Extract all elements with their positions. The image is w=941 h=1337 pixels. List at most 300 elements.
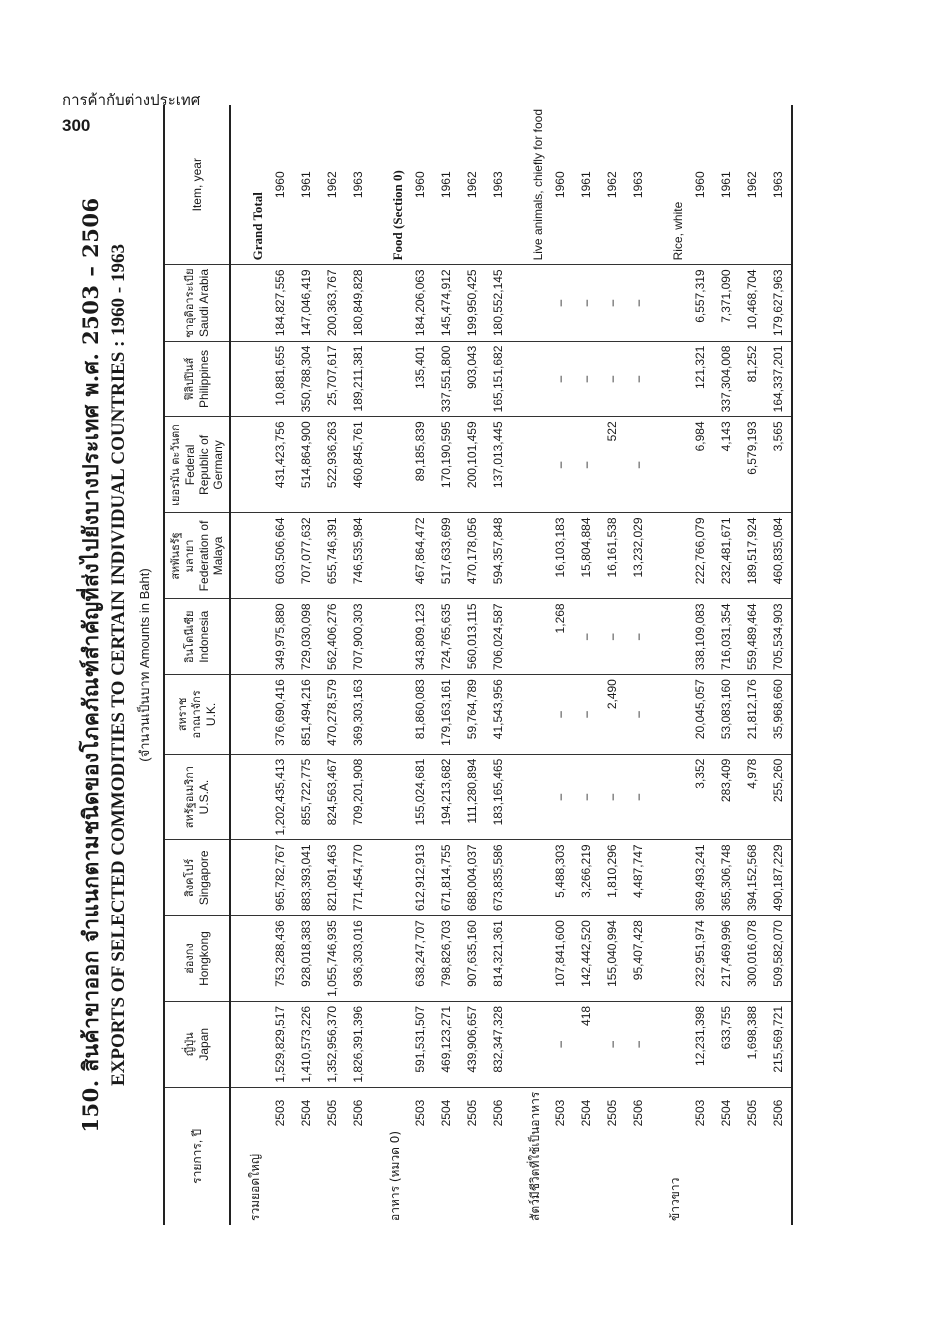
- section-label-english: Food (Section 0): [371, 105, 407, 265]
- year-thai: 2505: [325, 1099, 339, 1127]
- value-cell: 5,488,303: [547, 840, 573, 916]
- value-cell: 559,489,464: [739, 599, 765, 675]
- value-cell: 1,055,746,935: [319, 916, 345, 1002]
- year-english: 1962: [599, 105, 625, 265]
- empty-cell: [651, 417, 687, 513]
- value-cell: 633,755: [713, 1001, 739, 1087]
- value-cell: 25,707,617: [319, 341, 345, 417]
- dash-cell: –: [625, 1001, 651, 1087]
- value-cell: 147,046,419: [293, 265, 319, 341]
- year-thai: 2503: [273, 1099, 287, 1127]
- value-cell: 514,864,900: [293, 417, 319, 513]
- value-cell: 490,187,229: [765, 840, 792, 916]
- value-cell: 1,529,829,517: [267, 1001, 293, 1087]
- empty-cell: [651, 675, 687, 755]
- value-cell: 376,690,416: [267, 675, 293, 755]
- value-cell: 81,860,083: [407, 675, 433, 755]
- value-cell: 199,950,425: [459, 265, 485, 341]
- year-english: 1963: [765, 105, 792, 265]
- value-cell: 16,161,538: [599, 513, 625, 599]
- column-header: [164, 513, 230, 599]
- table-title-block: [76, 105, 155, 1225]
- value-cell: 164,337,201: [765, 341, 792, 417]
- table-row: [713, 105, 739, 1225]
- column-header-thai: ฮ่องกง: [183, 943, 196, 974]
- table-row: [293, 105, 319, 1225]
- value-cell: 4,487,747: [625, 840, 651, 916]
- table-row: [433, 105, 459, 1225]
- value-cell: 1,826,391,396: [345, 1001, 371, 1087]
- table-row: [345, 105, 371, 1225]
- column-header-thai: อินโดนีเซีย: [183, 610, 196, 663]
- section-label-thai: อาหาร (หมวด 0): [388, 1130, 402, 1221]
- column-header-english: Indonesia: [197, 610, 211, 663]
- year-thai: 2504: [299, 1099, 313, 1127]
- value-cell: 20,045,057: [687, 675, 713, 755]
- value-cell: 716,031,354: [713, 599, 739, 675]
- value-cell: 232,481,671: [713, 513, 739, 599]
- table-row: [573, 105, 599, 1225]
- value-cell: 705,534,903: [765, 599, 792, 675]
- empty-cell: [651, 754, 687, 840]
- value-cell: 821,091,463: [319, 840, 345, 916]
- column-header-thai: ฟิลิปปินส์: [183, 357, 196, 401]
- value-cell: 3,266,219: [573, 840, 599, 916]
- table-title-english: EXPORTS OF SELECTED COMMODITIES TO CERTAIN INDIVIDUAL COUNTRIES : 1960 - 1963: [108, 244, 129, 1087]
- value-cell: 180,849,828: [345, 265, 371, 341]
- value-cell: 189,211,381: [345, 341, 371, 417]
- value-cell: 111,280,894: [459, 754, 485, 840]
- table-row: [407, 105, 433, 1225]
- value-cell: 883,393,041: [293, 840, 319, 916]
- column-header-english: Japan: [197, 1027, 211, 1061]
- empty-cell: [230, 754, 267, 840]
- year-thai: 2504: [439, 1099, 453, 1127]
- value-cell: 16,103,183: [547, 513, 573, 599]
- value-cell: 460,835,084: [765, 513, 792, 599]
- value-cell: 4,143: [713, 417, 739, 513]
- value-cell: 255,260: [765, 754, 792, 840]
- year-english: 1960: [547, 105, 573, 265]
- dash-cell: –: [625, 675, 651, 755]
- empty-cell: [651, 513, 687, 599]
- year-english: 1961: [293, 105, 319, 265]
- dash-cell: –: [625, 341, 651, 417]
- dash-cell: –: [547, 754, 573, 840]
- table-row: [459, 105, 485, 1225]
- value-cell: 522,936,263: [319, 417, 345, 513]
- section-header-row: [230, 105, 267, 1225]
- column-header-english: Philippines: [197, 349, 211, 409]
- empty-cell: [511, 754, 547, 840]
- value-cell: 13,232,029: [625, 513, 651, 599]
- empty-cell: [371, 265, 407, 341]
- year-thai: 2506: [491, 1099, 505, 1127]
- value-cell: 155,024,681: [407, 754, 433, 840]
- column-header-english: Saudi Arabia: [197, 268, 211, 338]
- value-cell: 137,013,445: [485, 417, 511, 513]
- empty-cell: [651, 265, 687, 341]
- column-header: [164, 265, 230, 341]
- year-thai: 2506: [765, 1087, 792, 1225]
- value-cell: 365,306,748: [713, 840, 739, 916]
- empty-cell: [651, 916, 687, 1002]
- empty-cell: [230, 675, 267, 755]
- value-cell: 145,474,912: [433, 265, 459, 341]
- value-cell: 603,506,664: [267, 513, 293, 599]
- empty-cell: [371, 675, 407, 755]
- column-header-thai: ซาอุดิอาระเบีย: [183, 268, 196, 338]
- year-english: 1963: [345, 105, 371, 265]
- value-cell: 337,551,800: [433, 341, 459, 417]
- empty-cell: [230, 599, 267, 675]
- value-cell: 855,722,775: [293, 754, 319, 840]
- value-cell: 343,809,123: [407, 599, 433, 675]
- header-item-year-thai: รายการ, ปี: [164, 1087, 230, 1225]
- value-cell: 591,531,507: [407, 1001, 433, 1087]
- value-cell: 1,352,956,370: [319, 1001, 345, 1087]
- value-cell: 10,881,655: [267, 341, 293, 417]
- value-cell: 470,178,056: [459, 513, 485, 599]
- section-label-english: Grand Total: [230, 105, 267, 265]
- value-cell: 439,906,657: [459, 1001, 485, 1087]
- value-cell: 469,123,271: [433, 1001, 459, 1087]
- empty-cell: [511, 513, 547, 599]
- column-header-thai: สหพันธรัฐมลายา: [169, 532, 196, 580]
- value-cell: 53,083,160: [713, 675, 739, 755]
- value-cell: 707,077,632: [293, 513, 319, 599]
- value-cell: 470,278,579: [319, 675, 345, 755]
- value-cell: 517,633,699: [433, 513, 459, 599]
- value-cell: 724,765,635: [433, 599, 459, 675]
- year-english: 1960: [407, 105, 433, 265]
- value-cell: 142,442,520: [573, 916, 599, 1002]
- dash-cell: –: [547, 675, 573, 755]
- dash-cell: –: [573, 417, 599, 513]
- value-cell: 184,206,063: [407, 265, 433, 341]
- value-cell: 832,347,328: [485, 1001, 511, 1087]
- value-cell: 155,040,994: [599, 916, 625, 1002]
- value-cell: 349,975,880: [267, 599, 293, 675]
- table-row: [485, 105, 511, 1225]
- header-item-year-english: Item, year: [164, 105, 230, 265]
- column-header-thai: สิงคโปร์: [183, 858, 196, 897]
- column-header-english: Singapore: [197, 850, 211, 906]
- dash-cell: –: [599, 341, 625, 417]
- value-cell: 179,163,161: [433, 675, 459, 755]
- year-english: 1961: [433, 105, 459, 265]
- exports-table: [163, 105, 793, 1225]
- empty-cell: [371, 599, 407, 675]
- value-cell: 1,410,573,226: [293, 1001, 319, 1087]
- value-cell: 1,810,296: [599, 840, 625, 916]
- empty-cell: [230, 840, 267, 916]
- value-cell: 706,024,587: [485, 599, 511, 675]
- value-cell: 180,552,145: [485, 265, 511, 341]
- table-title-thai: 150. สินค้าขาออก จำแนกตามชนิดของโภคภัณฑ์สำคัญที่ส่งไปยังบางประเทศ พ.ศ. 2503 – 2506: [78, 197, 103, 1133]
- empty-cell: [511, 417, 547, 513]
- table-row: [739, 105, 765, 1225]
- year-english: 1960: [267, 105, 293, 265]
- year-thai: 2505: [745, 1099, 759, 1127]
- dash-cell: –: [547, 417, 573, 513]
- year-thai: 2505: [605, 1099, 619, 1127]
- column-header: [164, 599, 230, 675]
- dash-cell: –: [625, 417, 651, 513]
- page-number: 300: [62, 116, 91, 135]
- value-cell: 189,517,924: [739, 513, 765, 599]
- year-english: 1963: [625, 105, 651, 265]
- column-header: [164, 675, 230, 755]
- dash-cell: –: [573, 341, 599, 417]
- value-cell: 814,321,361: [485, 916, 511, 1002]
- value-cell: 771,454,770: [345, 840, 371, 916]
- value-cell: 121,321: [687, 341, 713, 417]
- year-english: 1962: [319, 105, 345, 265]
- value-cell: 7,371,090: [713, 265, 739, 341]
- value-cell: 3,352: [687, 754, 713, 840]
- column-header-english: Federation of Malaya: [197, 520, 225, 592]
- empty-cell: [230, 341, 267, 417]
- empty-cell: [511, 599, 547, 675]
- empty-cell: [230, 916, 267, 1002]
- value-cell: 89,185,839: [407, 417, 433, 513]
- value-cell: 4,978: [739, 754, 765, 840]
- dash-cell: –: [599, 265, 625, 341]
- value-cell: 300,016,078: [739, 916, 765, 1002]
- section-header-row: [511, 105, 547, 1225]
- year-thai: 2505: [465, 1099, 479, 1127]
- section-label-english: Live animals, chiefly for food: [511, 105, 547, 265]
- value-cell: 965,782,767: [267, 840, 293, 916]
- year-thai: 2503: [413, 1099, 427, 1127]
- value-cell: 200,101,459: [459, 417, 485, 513]
- value-cell: 283,409: [713, 754, 739, 840]
- table-row: [267, 105, 293, 1225]
- column-header: [164, 341, 230, 417]
- value-cell: 671,814,755: [433, 840, 459, 916]
- empty-cell: [651, 599, 687, 675]
- value-cell: 467,864,472: [407, 513, 433, 599]
- value-cell: 338,109,083: [687, 599, 713, 675]
- year-thai: 2503: [553, 1099, 567, 1127]
- year-thai: 2506: [351, 1099, 365, 1127]
- value-cell: 10,468,704: [739, 265, 765, 341]
- value-cell: 707,900,303: [345, 599, 371, 675]
- empty-cell: [230, 1001, 267, 1087]
- value-cell: 81,252: [739, 341, 765, 417]
- empty-cell: [371, 840, 407, 916]
- empty-cell: [230, 265, 267, 341]
- dash-cell: –: [625, 754, 651, 840]
- section-header-row: [371, 105, 407, 1225]
- dash-cell: –: [547, 1001, 573, 1087]
- value-cell: 59,764,789: [459, 675, 485, 755]
- empty-cell: [371, 513, 407, 599]
- value-cell: 560,013,115: [459, 599, 485, 675]
- value-cell: 638,247,707: [407, 916, 433, 1002]
- year-english: 1960: [687, 105, 713, 265]
- value-cell: 21,812,176: [739, 675, 765, 755]
- column-header: [164, 1001, 230, 1087]
- column-header-thai: เยอรมัน ตะวันตก: [169, 424, 182, 506]
- value-cell: 200,363,767: [319, 265, 345, 341]
- value-cell: 936,303,016: [345, 916, 371, 1002]
- value-cell: 594,357,848: [485, 513, 511, 599]
- year-english: 1961: [713, 105, 739, 265]
- section-label-english: Rice, white: [651, 105, 687, 265]
- column-header: [164, 916, 230, 1002]
- column-header-thai: สหราช อาณาจักร: [176, 690, 203, 739]
- year-english: 1961: [573, 105, 599, 265]
- unit-note: (จำนวนเป็นบาท Amounts in Baht): [137, 568, 152, 762]
- value-cell: 184,827,556: [267, 265, 293, 341]
- value-cell: 35,968,660: [765, 675, 792, 755]
- value-cell: 107,841,600: [547, 916, 573, 1002]
- value-cell: 165,151,682: [485, 341, 511, 417]
- value-cell: 12,231,398: [687, 1001, 713, 1087]
- value-cell: 6,984: [687, 417, 713, 513]
- dash-cell: –: [625, 265, 651, 341]
- value-cell: 729,030,098: [293, 599, 319, 675]
- empty-cell: [651, 1001, 687, 1087]
- value-cell: 688,004,037: [459, 840, 485, 916]
- column-header: [164, 754, 230, 840]
- value-cell: 460,845,761: [345, 417, 371, 513]
- value-cell: 509,582,070: [765, 916, 792, 1002]
- column-header: [164, 840, 230, 916]
- column-header-thai: สหรัฐอเมริกา: [183, 765, 196, 829]
- table-row: [599, 105, 625, 1225]
- value-cell: 655,746,391: [319, 513, 345, 599]
- value-cell: 215,569,721: [765, 1001, 792, 1087]
- value-cell: 183,165,465: [485, 754, 511, 840]
- section-label-thai: ข้าวขาว: [668, 1177, 682, 1221]
- value-cell: 431,423,756: [267, 417, 293, 513]
- empty-cell: [371, 1001, 407, 1087]
- column-header-english: U.K.: [204, 702, 218, 727]
- empty-cell: [511, 840, 547, 916]
- value-cell: 1,698,388: [739, 1001, 765, 1087]
- value-cell: 179,627,963: [765, 265, 792, 341]
- value-cell: 232,951,974: [687, 916, 713, 1002]
- value-cell: 95,407,428: [625, 916, 651, 1002]
- dash-cell: –: [573, 599, 599, 675]
- value-cell: 851,494,216: [293, 675, 319, 755]
- value-cell: 41,543,956: [485, 675, 511, 755]
- year-thai: 2506: [631, 1099, 645, 1127]
- section-label-thai: สัตว์มีชีวิตที่ใช้เป็นอาหาร: [528, 1091, 542, 1221]
- table-row: [765, 105, 792, 1225]
- dash-cell: –: [573, 265, 599, 341]
- value-cell: 824,563,467: [319, 754, 345, 840]
- header-row: [164, 105, 230, 1225]
- rotated-table-page: [76, 105, 866, 1225]
- section-header-row: [651, 105, 687, 1225]
- empty-cell: [511, 265, 547, 341]
- value-cell: 369,493,241: [687, 840, 713, 916]
- dash-cell: –: [547, 265, 573, 341]
- empty-cell: [511, 341, 547, 417]
- value-cell: 903,043: [459, 341, 485, 417]
- value-cell: 369,303,163: [345, 675, 371, 755]
- column-header-thai: ญี่ปุ่น: [183, 1032, 196, 1057]
- value-cell: 394,152,568: [739, 840, 765, 916]
- value-cell: 217,469,996: [713, 916, 739, 1002]
- value-cell: 194,213,682: [433, 754, 459, 840]
- empty-cell: [371, 916, 407, 1002]
- table-row: [319, 105, 345, 1225]
- empty-cell: [230, 417, 267, 513]
- column-header: [164, 417, 230, 513]
- value-cell: 15,804,884: [573, 513, 599, 599]
- year-english: 1963: [485, 105, 511, 265]
- empty-cell: [511, 916, 547, 1002]
- value-cell: 222,766,079: [687, 513, 713, 599]
- section-label-thai: รวมยอดใหญ่: [248, 1153, 262, 1221]
- value-cell: 170,190,595: [433, 417, 459, 513]
- value-cell: 1,268: [547, 599, 573, 675]
- dash-cell: –: [573, 675, 599, 755]
- empty-cell: [511, 1001, 547, 1087]
- dash-cell: –: [599, 599, 625, 675]
- value-cell: 562,406,276: [319, 599, 345, 675]
- dash-cell: –: [599, 754, 625, 840]
- year-thai: 2504: [579, 1099, 593, 1127]
- value-cell: 135,401: [407, 341, 433, 417]
- value-cell: 418: [573, 1001, 599, 1087]
- value-cell: 798,826,703: [433, 916, 459, 1002]
- table-row: [625, 105, 651, 1225]
- value-cell: 612,912,913: [407, 840, 433, 916]
- column-header-english: U.S.A.: [197, 779, 211, 815]
- table-row: [687, 105, 713, 1225]
- table-row: [547, 105, 573, 1225]
- empty-cell: [230, 513, 267, 599]
- value-cell: 6,579,193: [739, 417, 765, 513]
- value-cell: 6,557,319: [687, 265, 713, 341]
- dash-cell: –: [547, 341, 573, 417]
- value-cell: 337,304,008: [713, 341, 739, 417]
- value-cell: 907,635,160: [459, 916, 485, 1002]
- column-header-english: Federal Republic of Germany: [183, 434, 225, 495]
- value-cell: 2,490: [599, 675, 625, 755]
- empty-cell: [651, 840, 687, 916]
- running-head: การค้ากับต่างประเทศ: [62, 91, 201, 109]
- empty-cell: [371, 341, 407, 417]
- value-cell: 746,535,984: [345, 513, 371, 599]
- value-cell: 3,565: [765, 417, 792, 513]
- empty-cell: [371, 754, 407, 840]
- dash-cell: –: [599, 1001, 625, 1087]
- empty-cell: [651, 341, 687, 417]
- empty-cell: [511, 675, 547, 755]
- dash-cell: –: [625, 599, 651, 675]
- value-cell: 1,202,435,413: [267, 754, 293, 840]
- year-english: 1962: [739, 105, 765, 265]
- empty-cell: [371, 417, 407, 513]
- value-cell: 928,018,383: [293, 916, 319, 1002]
- value-cell: 522: [599, 417, 625, 513]
- value-cell: 753,288,436: [267, 916, 293, 1002]
- column-header-english: Hongkong: [197, 931, 211, 986]
- year-thai: 2503: [693, 1099, 707, 1127]
- value-cell: 709,201,908: [345, 754, 371, 840]
- table-body: [230, 105, 792, 1225]
- value-cell: 673,835,586: [485, 840, 511, 916]
- dash-cell: –: [573, 754, 599, 840]
- value-cell: 350,788,304: [293, 341, 319, 417]
